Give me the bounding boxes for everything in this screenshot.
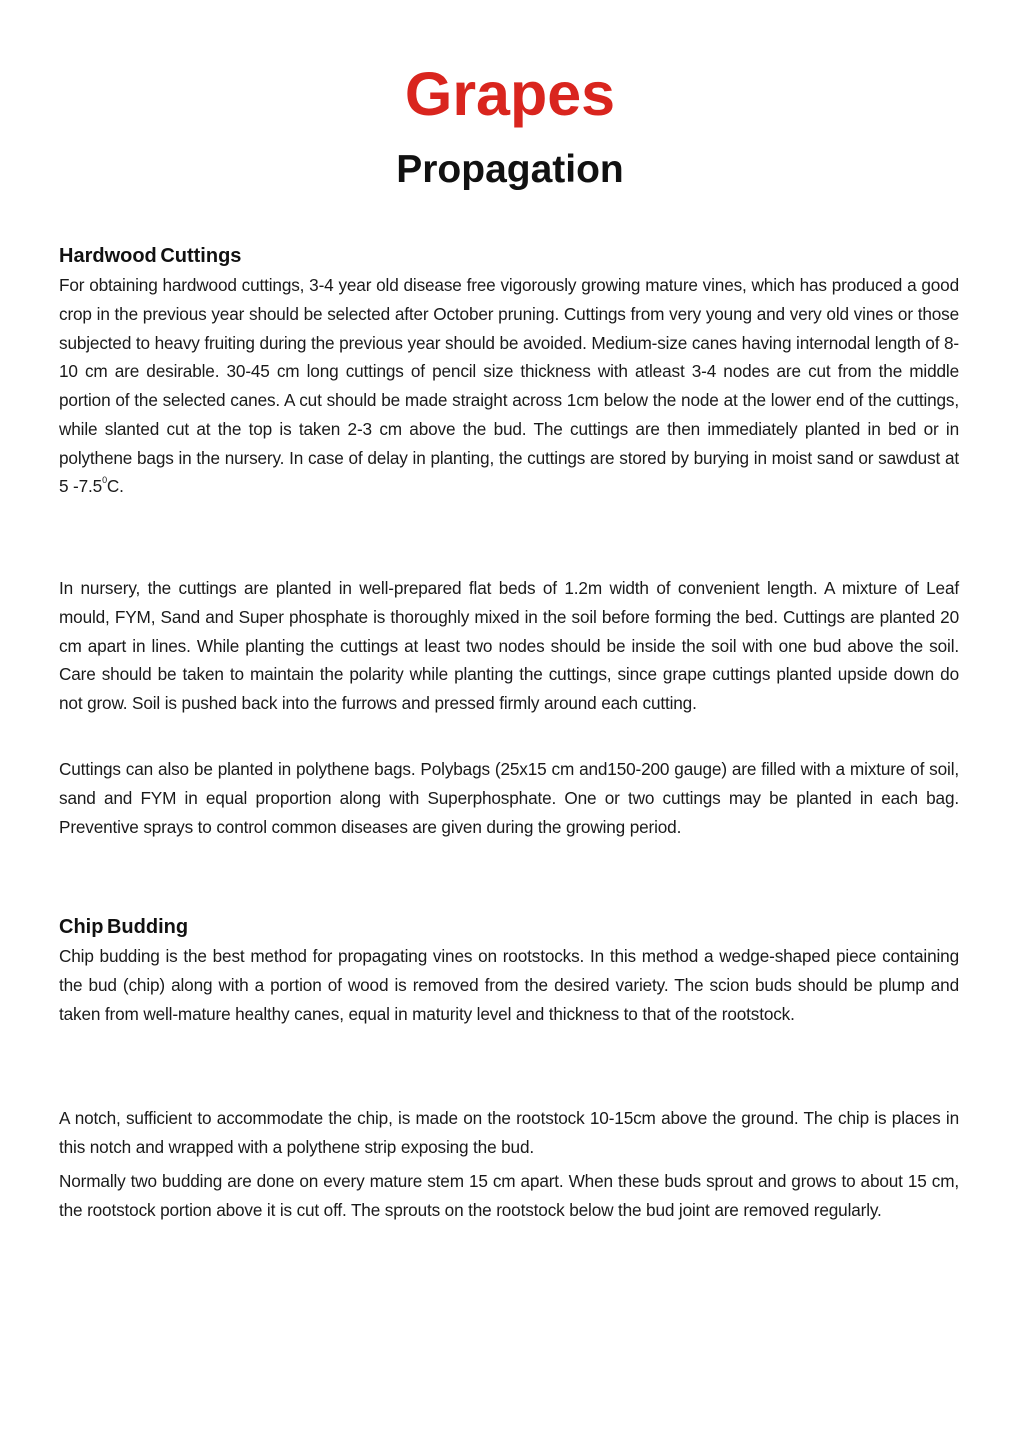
section-heading: Hardwood Cuttings <box>59 245 242 267</box>
page-title: Grapes <box>404 60 616 128</box>
paragraph <box>59 271 959 501</box>
section-heading: Chip Budding <box>59 916 189 938</box>
section-hardwood-cuttings <box>59 243 959 501</box>
page-subtitle: Propagation <box>396 148 624 191</box>
section-chip-budding <box>59 914 959 1028</box>
temp-unit: C. <box>106 476 124 497</box>
paragraph-text: For obtaining hardwood cuttings, 3-4 year old disease free vigorously growing mature vines, which has produced a good crop in the previous year should be selected after October pruning. Cuttings from very young and very old vines or those subjected to heavy fruiting during the previous year should be avoided. Medium-size canes having internodal length of 8-10 cm are desirable. 30-45 cm long cuttings of pencil size thickness with atleast 3-4 nodes are cut from the middle portion of the selected canes. A cut should be made straight across 1cm below the node at the lower end of the cuttings, while slanted cut at the top is taken 2-3 cm above the bud. The cuttings are then immediately planted in bed or in polythene bags in the nursery. In case of delay in planting, the cuttings are stored by burying in moist sand or sawdust at 5 -7.5 <box>59 275 959 497</box>
degree-superscript: 0 <box>102 475 107 486</box>
paragraph: Chip budding is the best method for propagating vines on rootstocks. In this method a wedge-shaped piece containing the bud (chip) along with a portion of wood is removed from the desired variety. The scion buds should be plump and taken from well-mature healthy canes, equal in maturity level and thickness to that of the rootstock. <box>59 946 959 1024</box>
paragraph: Cuttings can also be planted in polythene bags. Polybags (25x15 cm and150-200 gauge) are filled with a mixture of soil, sand and FYM in equal proportion along with Superphosphate. One or two cuttings may be planted in each bag. Preventive sprays to control common diseases are given during the growing period. <box>59 759 959 837</box>
paragraph: A notch, sufficient to accommodate the chip, is made on the rootstock 10-15cm above the ground. The chip is places in this notch and wrapped with a polythene strip exposing the bud. <box>59 1108 959 1157</box>
paragraph: In nursery, the cuttings are planted in well-prepared flat beds of 1.2m width of convenient length. A mixture of Leaf mould, FYM, Sand and Super phosphate is thoroughly mixed in the soil before forming the bed. Cuttings are planted 20 cm apart in lines. While planting the cuttings at least two nodes should be inside the soil with one bud above the soil. Care should be taken to maintain the polarity while planting the cuttings, since grape cuttings planted upside down do not grow. Soil is pushed back into the furrows and pressed firmly around each cutting. <box>59 578 959 713</box>
paragraph: Normally two budding are done on every mature stem 15 cm apart. When these buds sprout and grows to about 15 cm, the rootstock portion above it is cut off. The sprouts on the rootstock below the bud joint are removed regularly. <box>59 1171 959 1220</box>
